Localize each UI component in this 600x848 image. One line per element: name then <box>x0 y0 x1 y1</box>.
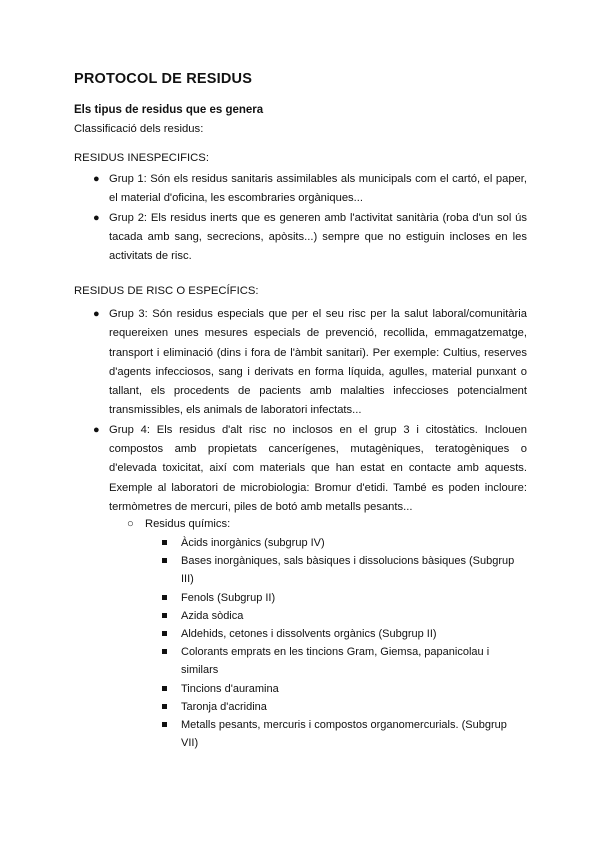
square-bullet-icon <box>162 613 167 618</box>
list-item <box>162 698 522 716</box>
square-bullet-icon <box>162 540 167 545</box>
section-subtitle: Els tipus de residus que es genera <box>74 104 264 116</box>
list-item <box>93 421 527 517</box>
list-item <box>162 643 522 679</box>
list-item <box>162 607 522 625</box>
list-item-text: Azida sòdica <box>181 609 244 622</box>
list-item <box>93 209 527 267</box>
list-item-text: Grup 4: Els residus d'alt risc no inclosos en el grup 3 i citostàtics. Inclouen compostos amb propietats cancerígenes, mutagèniques, teratogèniques o d'elevada toxicitat, així com materials que han estat en contacte amb aquests. Exemple al laboratori de microbiologia: Bromur d'etidi. També es poden incloure: termòmetres de mercuri, piles de botó amb metalls pesants... <box>109 423 527 513</box>
square-bullet-icon <box>162 631 167 636</box>
list-item <box>162 534 522 552</box>
list-item-text: Fenols (Subgrup II) <box>181 591 276 604</box>
section-heading-inespecifics: RESIDUS INESPECIFICS: <box>74 152 209 164</box>
list-item <box>162 552 522 588</box>
square-bullet-icon <box>162 558 167 563</box>
inespecifics-list <box>93 170 527 266</box>
bullet-icon: ● <box>93 308 100 320</box>
subsection-label: Residus químics: <box>145 518 231 530</box>
list-item <box>162 589 522 607</box>
square-bullet-icon <box>162 649 167 654</box>
square-bullet-icon <box>162 704 167 709</box>
list-item <box>162 716 522 752</box>
list-item-text: Metalls pesants, mercuris i compostos organomercurials. (Subgrup VII) <box>181 719 507 750</box>
list-item-text: Taronja d'acridina <box>181 700 267 713</box>
bullet-icon: ● <box>93 423 100 436</box>
page-title: PROTOCOL DE RESIDUS <box>74 71 253 87</box>
list-item-text: Grup 2: Els residus inerts que es generen amb l'activitat sanitària (roba d'un sol ús tacada amb sang, secrecions, apòsits...) sempre que no estiguin incloses en les activitats de risc. <box>109 211 527 263</box>
list-item <box>162 625 522 643</box>
list-item-text: Àcids inorgànics (subgrup IV) <box>181 537 325 549</box>
hollow-circle-bullet-icon: ○ <box>127 518 134 530</box>
square-bullet-icon <box>162 686 167 691</box>
residus-quimics-list <box>162 534 522 752</box>
list-item-text: Tincions d'auramina <box>181 682 279 695</box>
list-item <box>93 170 527 209</box>
list-item-text: Grup 1: Són els residus sanitaris assimilables als municipals com el cartó, el paper, el material d'oficina, les escombraries orgàniques... <box>109 173 527 205</box>
intro-text: Classificació dels residus: <box>74 123 204 135</box>
list-item-text: Colorants emprats en les tincions Gram, Giemsa, papanicolau i similars <box>181 646 490 677</box>
risc-list <box>93 305 527 517</box>
square-bullet-icon <box>162 595 167 600</box>
list-item <box>93 305 527 421</box>
list-item <box>162 680 522 698</box>
section-heading-risc: RESIDUS DE RISC O ESPECÍFICS: <box>74 285 259 297</box>
bullet-icon: ● <box>93 211 100 224</box>
bullet-icon: ● <box>93 173 100 185</box>
list-item-text: Bases inorgàniques, sals bàsiques i dissolucions bàsiques (Subgrup III) <box>181 555 515 586</box>
list-item-text: Grup 3: Són residus especials que per el seu risc per la salut laboral/comunitària requereixen unes mesures especials de prevenció, recollida, emmagatzematge, transport i eliminació (dins i fora de l'àmbit sanitari). Per exemple: Cultius, reserves d'agents infecciosos, sang i derivats en forma líquida, agulles, material punxant o tallant, els procedents de pacients amb malalties infeccioses potencialment transmissibles, els animals de laboratori infectats... <box>109 308 527 417</box>
square-bullet-icon <box>162 722 167 727</box>
list-item-text: Aldehids, cetones i dissolvents orgànics (Subgrup II) <box>181 628 437 641</box>
